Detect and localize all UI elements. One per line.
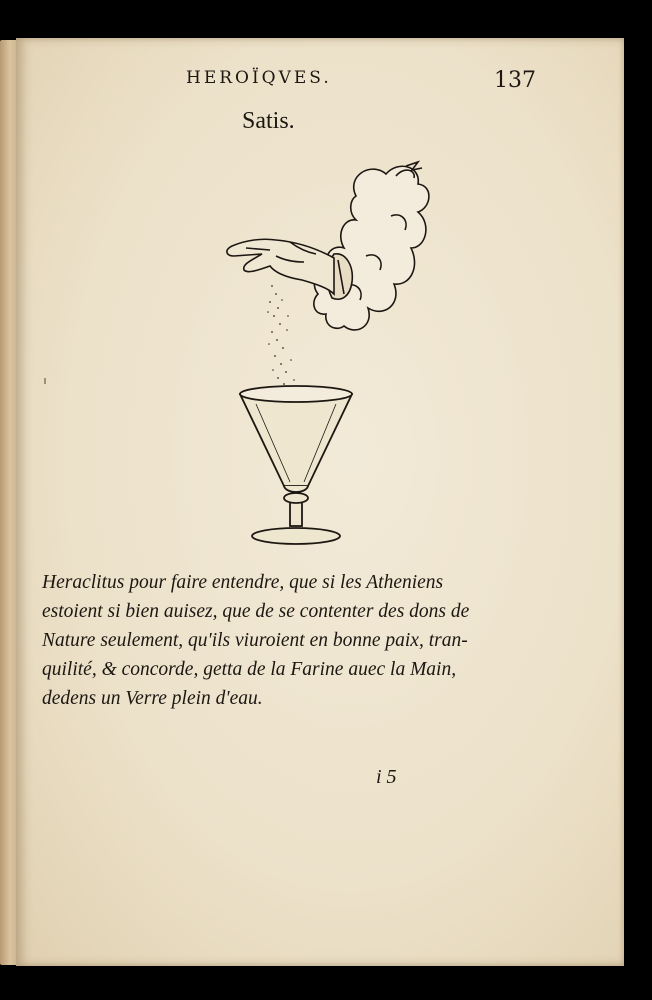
falling-flour-illustration (267, 285, 295, 393)
paper-speck (44, 378, 46, 384)
commentary-line-3: Nature seulement, qu'ils viuroient en bonne paix, tran- (42, 630, 468, 651)
running-head: HEROÏQVES. (186, 68, 332, 88)
emblem-motto: Satis. (242, 108, 295, 134)
cloud-illustration (314, 162, 429, 330)
goblet-illustration (240, 386, 352, 544)
page-number: 137 (494, 68, 536, 93)
book-page (16, 38, 624, 966)
commentary-line-2: estoient si bien auisez, que de se contenter des dons de (42, 601, 470, 622)
commentary-line-1: Heraclitus pour faire entendre, que si les Atheniens (42, 572, 444, 593)
emblem-woodcut (206, 156, 436, 546)
hand-illustration (227, 239, 334, 294)
emblem-commentary (42, 568, 512, 713)
commentary-line-4: quilité, & concorde, getta de la Farine auec la Main, (42, 659, 457, 680)
signature-mark: i 5 (376, 766, 397, 788)
commentary-line-5: dedens un Verre plein d'eau. (42, 688, 263, 709)
